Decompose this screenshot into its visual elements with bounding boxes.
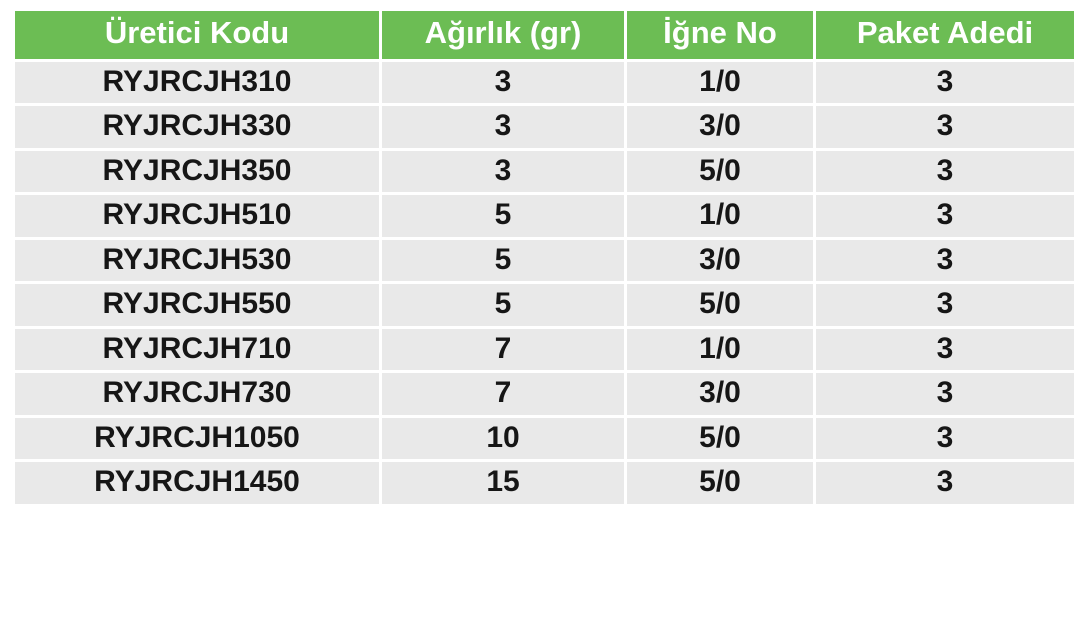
cell-agirlik: 3 [382,151,624,193]
cell-paket-adedi: 3 [816,106,1074,148]
cell-igne-no: 1/0 [627,195,813,237]
column-header-uretici-kodu: Üretici Kodu [15,11,379,59]
cell-igne-no: 5/0 [627,284,813,326]
cell-igne-no: 1/0 [627,329,813,371]
cell-paket-adedi: 3 [816,462,1074,504]
table-row [15,106,1074,148]
cell-paket-adedi: 3 [816,373,1074,415]
cell-agirlik: 7 [382,373,624,415]
cell-uretici-kodu: RYJRCJH730 [15,373,379,415]
cell-paket-adedi: 3 [816,418,1074,460]
table-row [15,329,1074,371]
cell-uretici-kodu: RYJRCJH710 [15,329,379,371]
table-row [15,284,1074,326]
table-row [15,418,1074,460]
cell-paket-adedi: 3 [816,240,1074,282]
cell-uretici-kodu: RYJRCJH550 [15,284,379,326]
cell-agirlik: 5 [382,240,624,282]
cell-uretici-kodu: RYJRCJH1050 [15,418,379,460]
table-row [15,62,1074,104]
cell-uretici-kodu: RYJRCJH350 [15,151,379,193]
cell-paket-adedi: 3 [816,284,1074,326]
cell-igne-no: 3/0 [627,373,813,415]
column-header-agirlik: Ağırlık (gr) [382,11,624,59]
product-spec-table [12,8,1077,507]
table-header-row [15,11,1074,59]
cell-uretici-kodu: RYJRCJH330 [15,106,379,148]
cell-paket-adedi: 3 [816,329,1074,371]
table-row [15,195,1074,237]
cell-igne-no: 5/0 [627,151,813,193]
table-row [15,151,1074,193]
cell-uretici-kodu: RYJRCJH1450 [15,462,379,504]
cell-agirlik: 15 [382,462,624,504]
cell-paket-adedi: 3 [816,195,1074,237]
cell-igne-no: 5/0 [627,418,813,460]
cell-uretici-kodu: RYJRCJH310 [15,62,379,104]
cell-uretici-kodu: RYJRCJH530 [15,240,379,282]
column-header-igne-no: İğne No [627,11,813,59]
cell-igne-no: 3/0 [627,106,813,148]
cell-paket-adedi: 3 [816,62,1074,104]
cell-agirlik: 5 [382,195,624,237]
table-row [15,462,1074,504]
cell-paket-adedi: 3 [816,151,1074,193]
cell-igne-no: 5/0 [627,462,813,504]
table-row [15,240,1074,282]
cell-agirlik: 3 [382,106,624,148]
table-body [15,62,1074,504]
column-header-paket-adedi: Paket Adedi [816,11,1074,59]
table-header [15,11,1074,59]
cell-igne-no: 3/0 [627,240,813,282]
cell-agirlik: 7 [382,329,624,371]
cell-agirlik: 3 [382,62,624,104]
cell-agirlik: 10 [382,418,624,460]
table-row [15,373,1074,415]
cell-uretici-kodu: RYJRCJH510 [15,195,379,237]
cell-agirlik: 5 [382,284,624,326]
cell-igne-no: 1/0 [627,62,813,104]
